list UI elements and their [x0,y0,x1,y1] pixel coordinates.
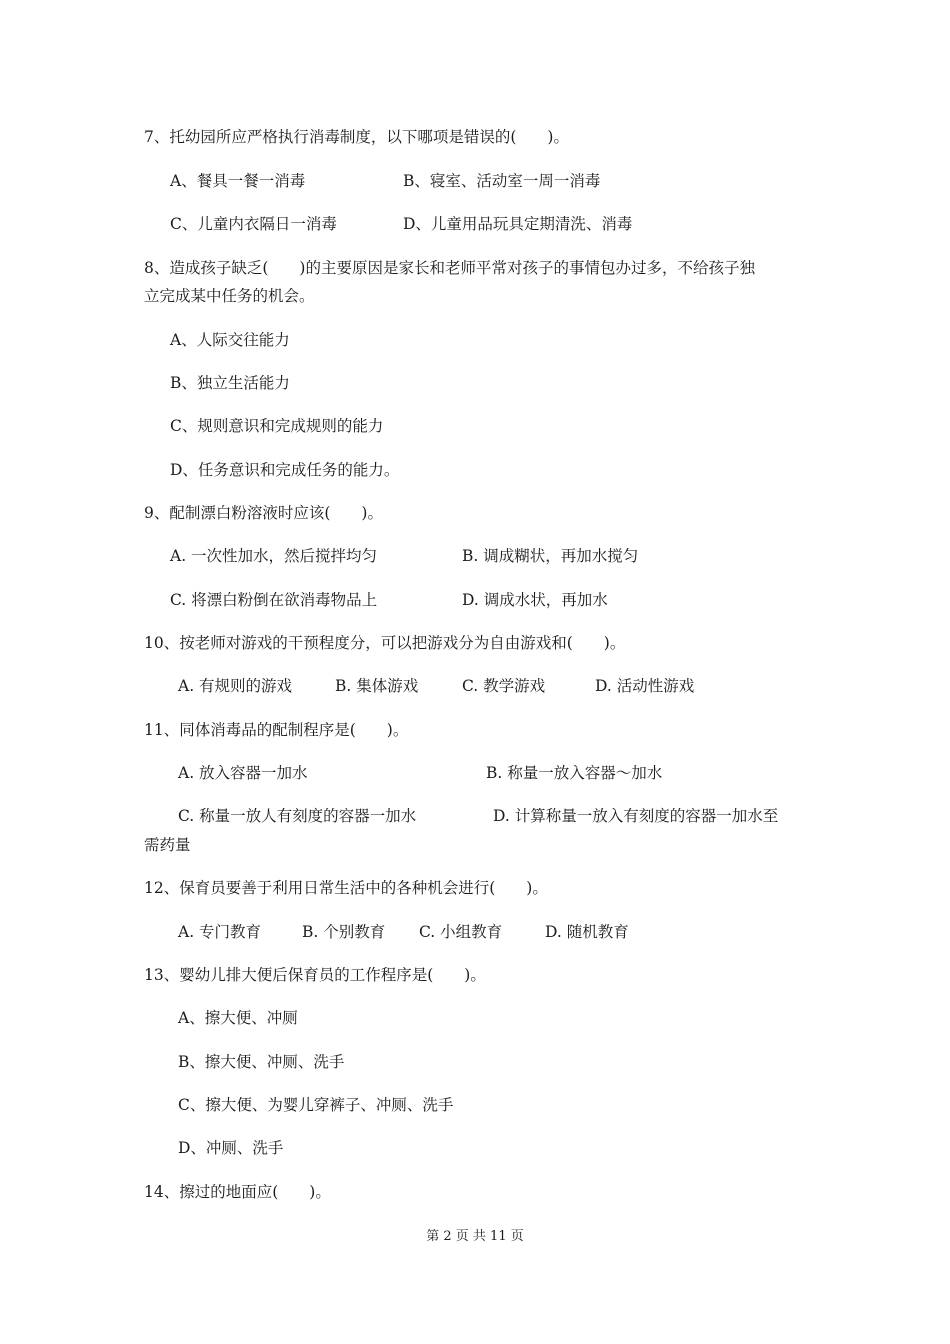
q8-stem-line1: 8、造成孩子缺乏( )的主要原因是家长和老师平常对孩子的事情包办过多，不给孩子独 [144,259,755,277]
q13-option-b: B、擦大便、冲厕、洗手 [178,1053,345,1071]
q9-option-d: D. 调成水状，再加水 [462,591,608,609]
q13-stem: 13、婴幼儿排大便后保育员的工作程序是( )。 [144,966,486,984]
q7-option-a: A、餐具一餐一消毒 [170,172,306,190]
q11-option-c: C. 称量一放人有刻度的容器一加水 [178,807,417,825]
q10-option-c: C. 教学游戏 [462,677,546,695]
q12-option-d: D. 随机教育 [545,923,629,941]
q12-option-a: A. 专门教育 [178,923,262,941]
q13-option-a: A、擦大便、冲厕 [178,1009,298,1027]
q7-option-d: D、儿童用品玩具定期清洗、消毒 [403,215,633,233]
page-footer: 第 2 页 共 11 页 [426,1229,524,1244]
q8-option-a: A、人际交往能力 [170,331,290,349]
q10-option-b: B. 集体游戏 [335,677,419,695]
q9-stem: 9、配制漂白粉溶液时应该( )。 [144,504,383,522]
q9-option-c: C. 将漂白粉倒在欲消毒物品上 [170,591,378,609]
q8-option-d: D、任务意识和完成任务的能力。 [170,461,400,479]
q11-option-a: A. 放入容器一加水 [178,764,308,782]
q11-stem: 11、同体消毒品的配制程序是( )。 [144,721,409,739]
q10-option-d: D. 活动性游戏 [595,677,695,695]
q11-option-d-line1: D. 计算称量一放入有刻度的容器一加水至 [493,807,779,825]
q11-option-b: B. 称量一放入容器～加水 [486,764,663,782]
q8-stem-line2: 立完成某中任务的机会。 [144,287,315,305]
q10-option-a: A. 有规则的游戏 [178,677,293,695]
q12-option-c: C. 小组教育 [419,923,503,941]
q8-option-b: B、独立生活能力 [170,374,290,392]
q11-option-d-line2: 需药量 [144,836,191,854]
q12-option-b: B. 个别教育 [302,923,386,941]
q10-stem: 10、按老师对游戏的干预程度分，可以把游戏分为自由游戏和( )。 [144,634,626,652]
q7-option-b: B、寝室、活动室一周一消毒 [403,172,601,190]
q12-stem: 12、保育员要善于利用日常生活中的各种机会进行( )。 [144,879,548,897]
q7-stem: 7、托幼园所应严格执行消毒制度，以下哪项是错误的( )。 [144,128,569,146]
q13-option-d: D、冲厕、洗手 [178,1139,284,1157]
q9-option-a: A. 一次性加水，然后搅拌均匀 [170,547,378,565]
q9-option-b: B. 调成糊状，再加水搅匀 [462,547,639,565]
q7-option-c: C、儿童内衣隔日一消毒 [170,215,337,233]
q8-option-c: C、规则意识和完成规则的能力 [170,417,384,435]
q13-option-c: C、擦大便、为婴儿穿裤子、冲厕、洗手 [178,1096,454,1114]
q14-stem: 14、擦过的地面应( )。 [144,1183,331,1201]
